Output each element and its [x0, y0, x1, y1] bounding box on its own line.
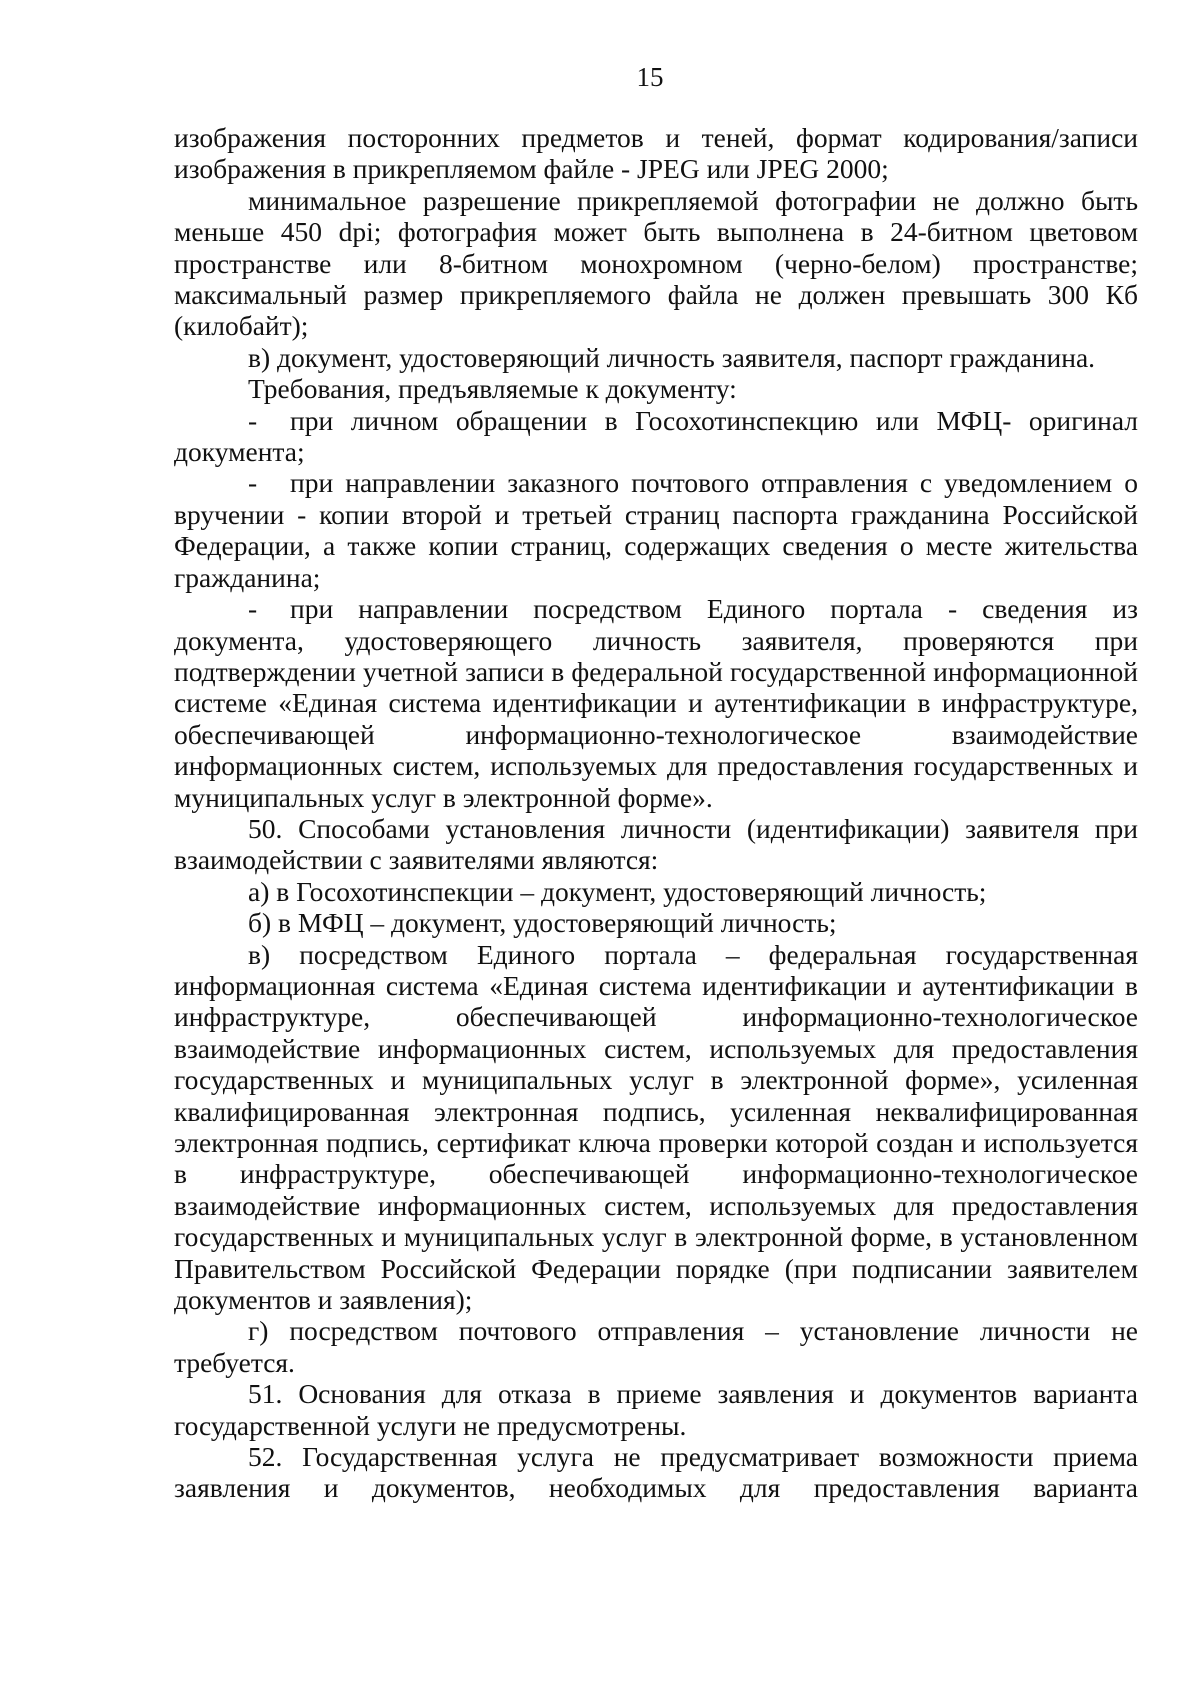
- list-item: [174, 593, 1138, 813]
- list-dash: -: [248, 593, 258, 625]
- paragraph: б) в МФЦ – документ, удостоверяющий личность;: [248, 907, 837, 939]
- list-item-text: при личном обращении в Госохотинспекцию или МФЦ- оригинал документа;: [174, 404, 1138, 468]
- paragraph: в) документ, удостоверяющий личность заявителя, паспорт гражданина.: [248, 341, 1096, 373]
- paragraph: изображения посторонних предметов и теней, формат кодирования/записи изображения в прикрепляемом файле - JPEG или JPEG 2000;: [174, 122, 1138, 185]
- paragraph: 52. Государственная услуга не предусматривает возможности приема заявления и документов, необходимых для предоставления варианта: [174, 1441, 1138, 1504]
- list-item: [174, 467, 1138, 593]
- paragraph: а) в Госохотинспекции – документ, удостоверяющий личность;: [248, 875, 987, 907]
- paragraph: в) посредством Единого портала – федеральная государственная информационная система «Единая система идентификации и аутентификации в инфраструктуре, обеспечивающей информационно-технологическое взаимодействие информационных систем, используемых для предоставления государственных и муниципальных услуг в электронной форме», усиленная квалифицированная электронная подпись, усиленная неквалифицированная электронная подпись, сертификат ключа проверки которой создан и используется в инфраструктуре, обеспечивающей информационно-технологическое взаимодействие информационных систем, используемых для предоставления государственных и муниципальных услуг в электронной форме, в установленном Правительством Российской Федерации порядке (при подписании заявителем документов и заявления);: [174, 938, 1138, 1316]
- page-number: 15: [636, 62, 664, 92]
- list-item-text: при направлении посредством Единого портала - сведения из документа, удостоверяющего личность заявителя, проверяются при подтверждении учетной записи в федеральной государственной информационной системе «Единая система идентификации и аутентификации в инфраструктуре, обеспечивающей информационно-технологическое взаимодействие информационных систем, используемых для предоставления государственных и муниципальных услуг в электронной форме».: [174, 593, 1138, 813]
- list-dash: -: [248, 467, 258, 499]
- list-item-text: при направлении заказного почтового отправления с уведомлением о вручении - копии второй и третьей страниц паспорта гражданина Российской Федерации, а также копии страниц, содержащих сведения о месте жительства гражданина;: [174, 467, 1138, 593]
- paragraph: 50. Способами установления личности (идентификации) заявителя при взаимодействии с заявителями являются:: [174, 812, 1138, 876]
- paragraph: минимальное разрешение прикрепляемой фотографии не должно быть меньше 450 dpi; фотография может быть выполнена в 24-битном цветовом пространстве или 8-битном монохромном (черно-белом) пространстве; максимальный размер прикрепляемого файла не должен превышать 300 Кб (килобайт);: [174, 184, 1138, 342]
- paragraph: г) посредством почтового отправления – установление личности не требуется.: [174, 1315, 1138, 1378]
- list-dash: -: [248, 404, 258, 436]
- paragraph: 51. Основания для отказа в приеме заявления и документов варианта государственной услуги не предусмотрены.: [174, 1378, 1138, 1441]
- document-body: [174, 122, 1138, 1504]
- list-item: [174, 405, 1138, 468]
- paragraph: Требования, предъявляемые к документу:: [248, 373, 737, 405]
